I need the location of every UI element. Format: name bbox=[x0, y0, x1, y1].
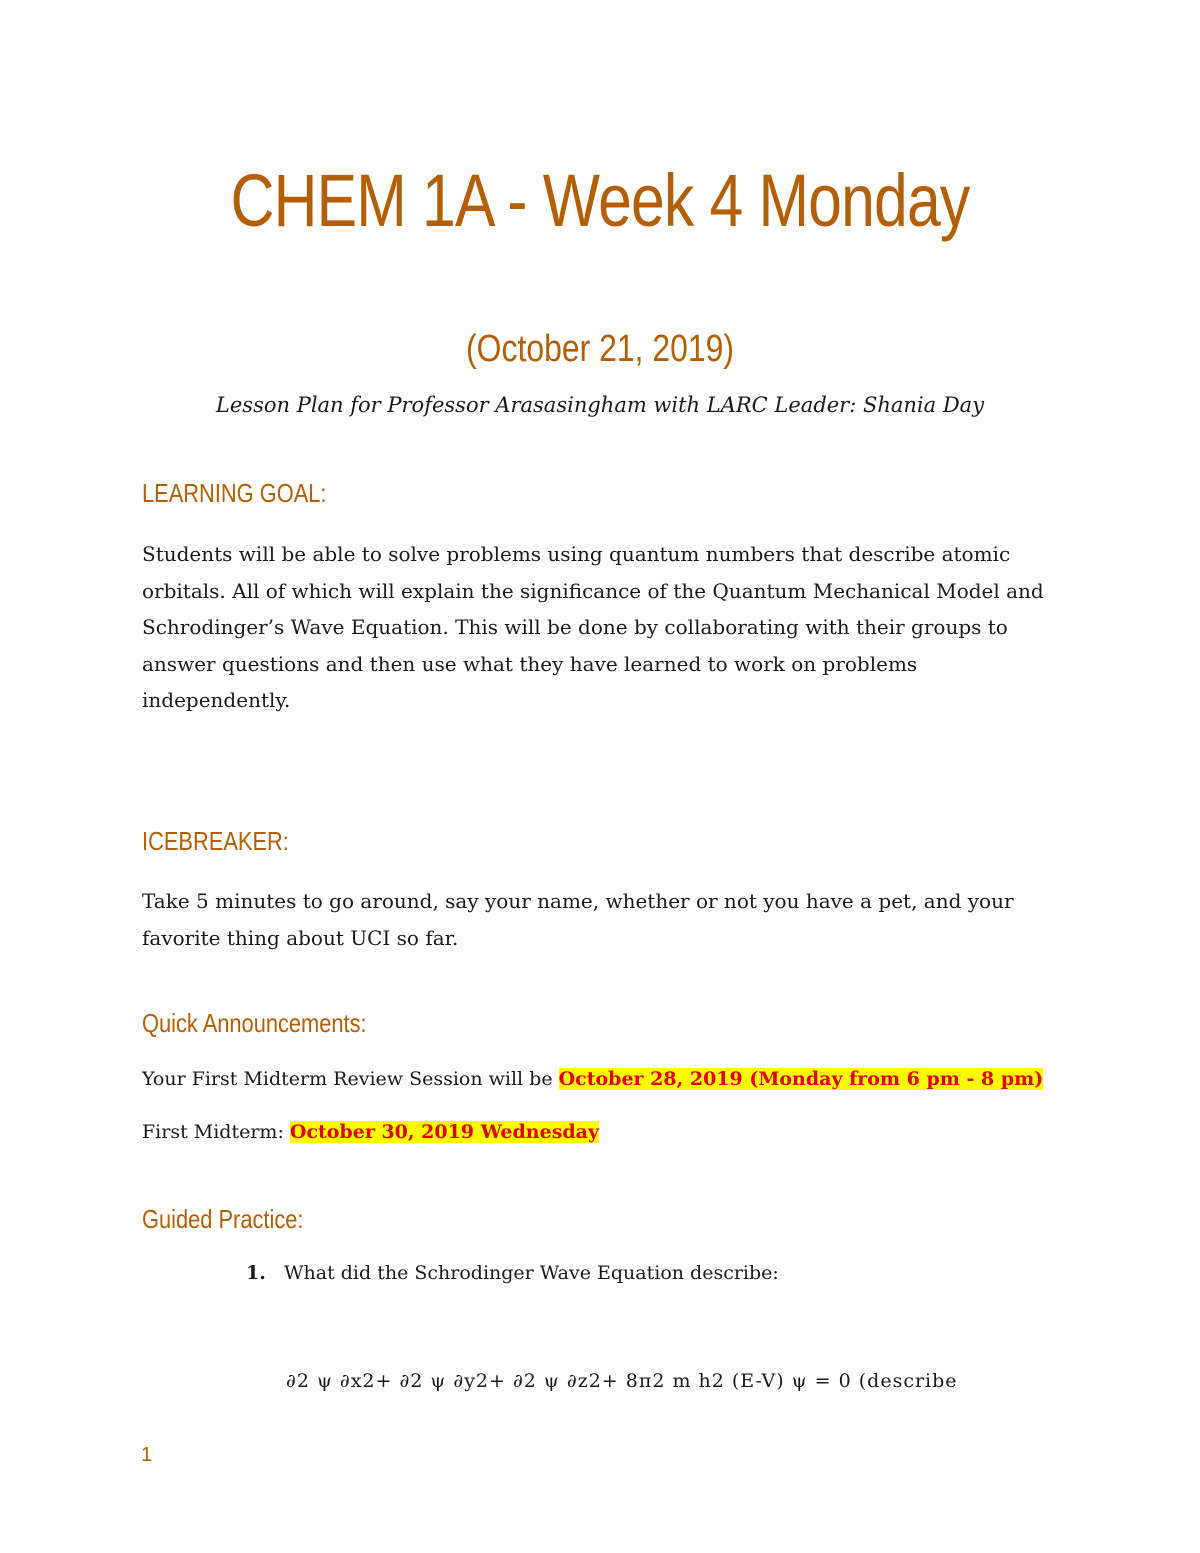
midterm-prefix: First Midterm: bbox=[142, 1121, 290, 1143]
review-session-prefix: Your First Midterm Review Session will be bbox=[142, 1068, 559, 1090]
document-title: CHEM 1A - Week 4 Monday bbox=[230, 159, 970, 242]
schrodinger-equation: ∂2 ψ ∂x2+ ∂2 ψ ∂y2+ ∂2 ψ ∂z2+ 8π2 m h2 (E-V) ψ = 0 (describe bbox=[286, 1370, 958, 1392]
announcements-heading: Quick Announcements: bbox=[142, 1008, 367, 1038]
review-session-date-highlight: October 28, 2019 (Monday from 6 pm - 8 pm) bbox=[558, 1068, 1044, 1090]
learning-goal-heading: LEARNING GOAL: bbox=[142, 478, 327, 508]
document-date: (October 21, 2019) bbox=[466, 328, 734, 370]
document-subtitle: Lesson Plan for Professor Arasasingham with LARC Leader: Shania Day bbox=[215, 393, 985, 417]
icebreaker-text: Take 5 minutes to go around, say your name, whether or not you have a pet, and your favorite thing about UCI so far. bbox=[142, 889, 1014, 950]
midterm-date-highlight: October 30, 2019 Wednesday bbox=[289, 1121, 600, 1143]
list-item bbox=[246, 1262, 779, 1284]
page-number: 1 bbox=[141, 1444, 153, 1466]
list-item-number: 1. bbox=[246, 1262, 266, 1284]
review-session-line bbox=[142, 1068, 1043, 1090]
midterm-line bbox=[142, 1121, 599, 1143]
learning-goal-text: Students will be able to solve problems using quantum numbers that describe atomic orbitals. All of which will explain the significance of the Quantum Mechanical Model and Schrodinger’s Wave Equation. This will be done by collaborating with their groups to answer questions and then use what they have learned to work on problems independently. bbox=[142, 542, 1044, 712]
list-item-text: What did the Schrodinger Wave Equation describe: bbox=[284, 1262, 779, 1284]
icebreaker-heading: ICEBREAKER: bbox=[142, 826, 289, 856]
guided-practice-heading: Guided Practice: bbox=[142, 1204, 304, 1234]
